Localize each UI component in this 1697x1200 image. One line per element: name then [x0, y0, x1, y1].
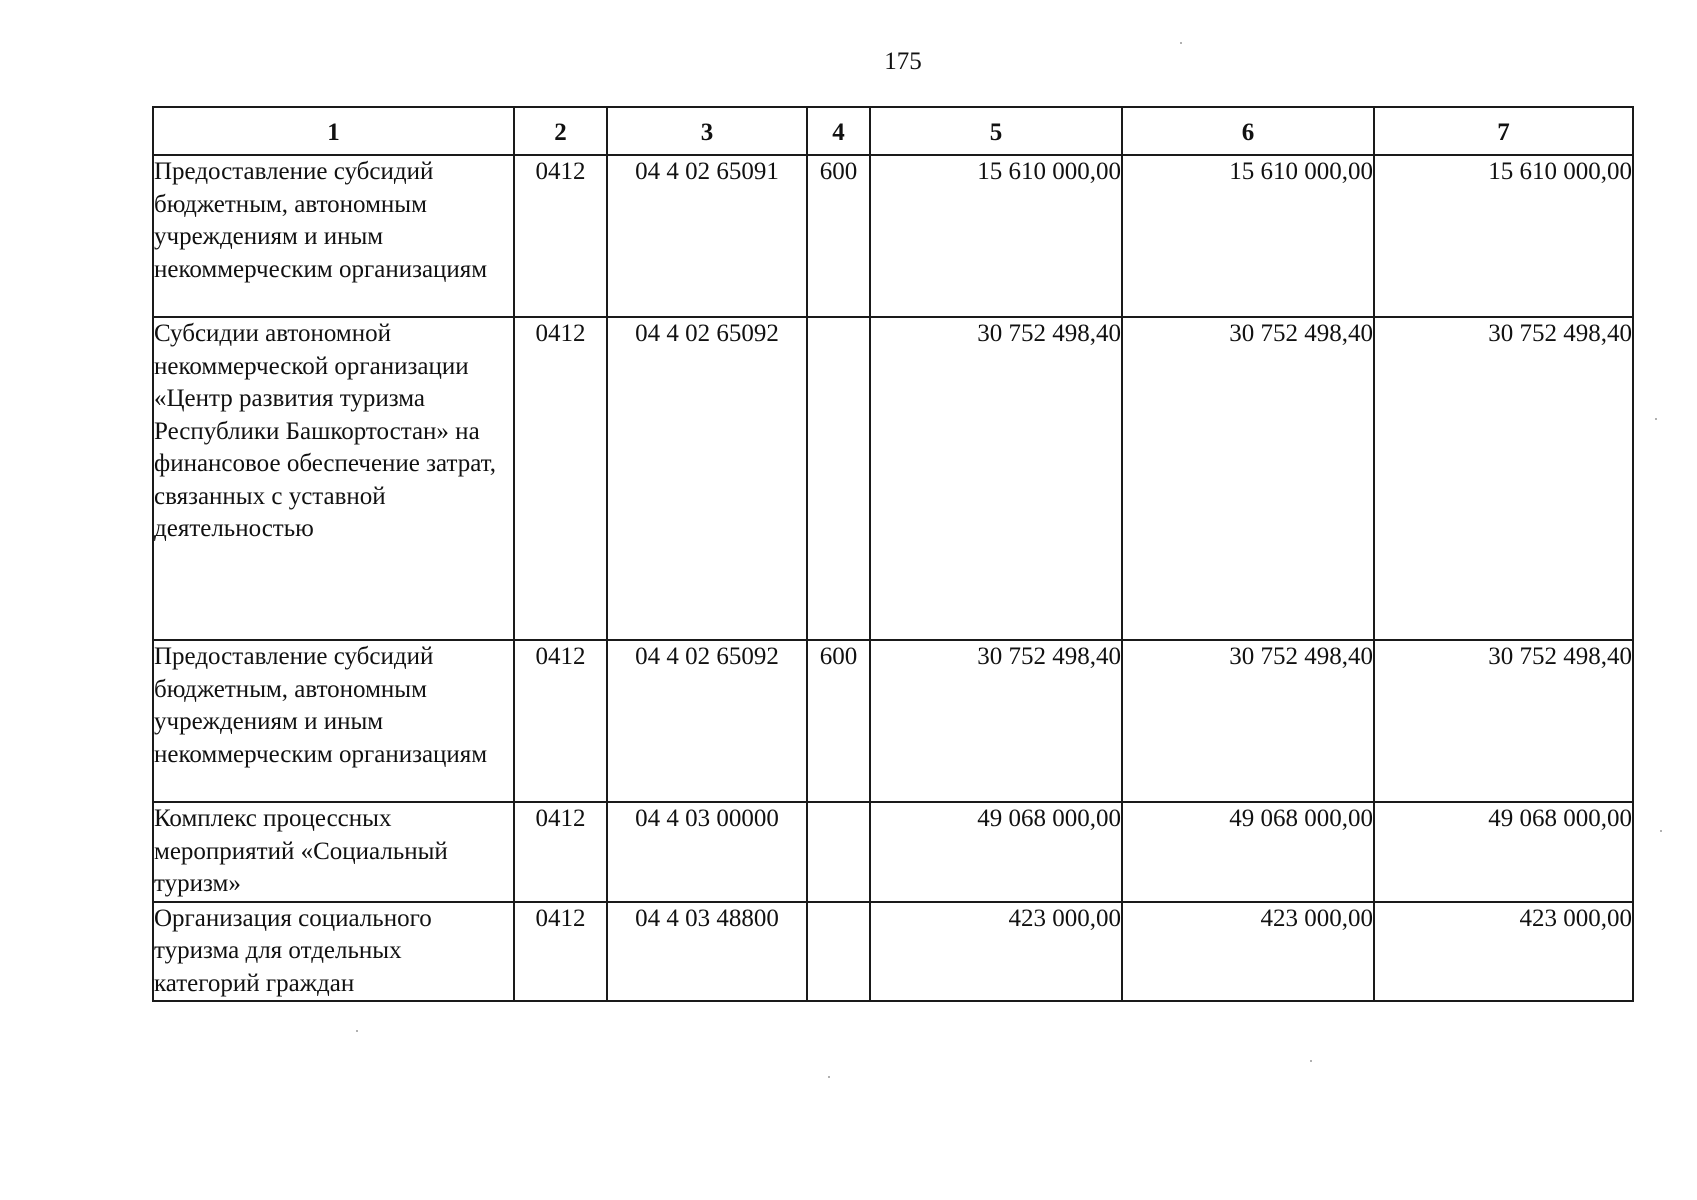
scan-speck [1180, 42, 1182, 44]
scan-speck [828, 1076, 830, 1078]
row-section-code: 0412 [514, 155, 607, 317]
row-name: Комплекс процессных мероприятий «Социальный туризм» [153, 802, 514, 902]
column-header-2: 2 [514, 107, 607, 155]
row-article-code: 04 4 02 65091 [607, 155, 807, 317]
table-row [153, 802, 1633, 902]
table-row [153, 155, 1633, 317]
header-row [153, 107, 1633, 155]
row-amount-col6: 49 068 000,00 [1122, 802, 1374, 902]
row-amount-col6: 423 000,00 [1122, 902, 1374, 1002]
row-amount-col7: 49 068 000,00 [1374, 802, 1633, 902]
column-header-3: 3 [607, 107, 807, 155]
row-amount-col5: 30 752 498,40 [870, 317, 1122, 640]
row-amount-col6: 30 752 498,40 [1122, 317, 1374, 640]
column-header-5: 5 [870, 107, 1122, 155]
row-name: Предоставление субсидий бюджетным, автономным учреждениям и иным некоммерческим организациям [153, 155, 514, 317]
row-expense-kind [807, 317, 870, 640]
row-section-code: 0412 [514, 902, 607, 1002]
scan-speck [1310, 1060, 1312, 1062]
row-expense-kind: 600 [807, 640, 870, 802]
row-amount-col5: 423 000,00 [870, 902, 1122, 1002]
column-header-4: 4 [807, 107, 870, 155]
column-header-7: 7 [1374, 107, 1633, 155]
row-expense-kind: 600 [807, 155, 870, 317]
row-name: Организация социального туризма для отдельных категорий граждан [153, 902, 514, 1002]
table-row [153, 902, 1633, 1002]
row-section-code: 0412 [514, 317, 607, 640]
row-amount-col6: 30 752 498,40 [1122, 640, 1374, 802]
column-header-6: 6 [1122, 107, 1374, 155]
scan-speck [1655, 418, 1657, 420]
scan-speck [356, 1030, 358, 1032]
row-expense-kind [807, 902, 870, 1002]
row-section-code: 0412 [514, 802, 607, 902]
page-number: 175 [884, 48, 922, 75]
row-amount-col5: 30 752 498,40 [870, 640, 1122, 802]
column-header-1: 1 [153, 107, 514, 155]
budget-table [152, 106, 1634, 1002]
row-name: Предоставление субсидий бюджетным, автономным учреждениям и иным некоммерческим организациям [153, 640, 514, 802]
row-amount-col7: 30 752 498,40 [1374, 317, 1633, 640]
row-amount-col7: 30 752 498,40 [1374, 640, 1633, 802]
row-amount-col6: 15 610 000,00 [1122, 155, 1374, 317]
row-section-code: 0412 [514, 640, 607, 802]
table-row [153, 317, 1633, 640]
row-amount-col5: 49 068 000,00 [870, 802, 1122, 902]
row-article-code: 04 4 02 65092 [607, 640, 807, 802]
table-row [153, 640, 1633, 802]
row-name: Субсидии автономной некоммерческой организации «Центр развития туризма Республики Башкортостан» на финансовое обеспечение затрат, связанных с уставной деятельностью [153, 317, 514, 640]
row-amount-col7: 15 610 000,00 [1374, 155, 1633, 317]
row-article-code: 04 4 03 00000 [607, 802, 807, 902]
row-amount-col5: 15 610 000,00 [870, 155, 1122, 317]
row-article-code: 04 4 02 65092 [607, 317, 807, 640]
row-amount-col7: 423 000,00 [1374, 902, 1633, 1002]
row-article-code: 04 4 03 48800 [607, 902, 807, 1002]
row-expense-kind [807, 802, 870, 902]
scan-speck [1660, 830, 1662, 832]
